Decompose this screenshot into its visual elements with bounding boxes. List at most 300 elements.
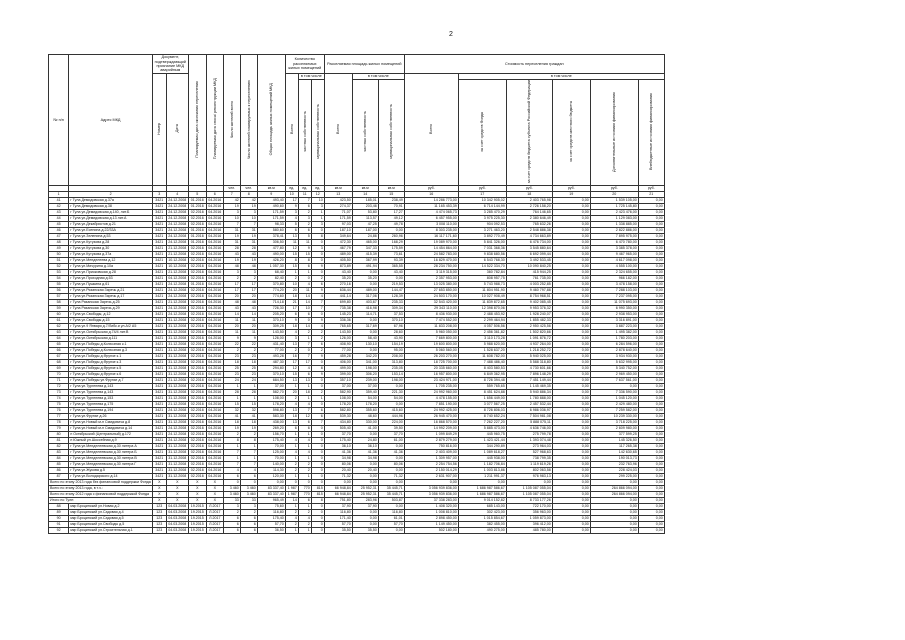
address-cell: г Тула ул.Демидовская д.13 лит.А [69, 215, 152, 221]
table-cell: 489,00 [352, 287, 378, 293]
table-cell: 18 725 700,00 [404, 359, 458, 365]
table-cell: 0,00 [552, 401, 590, 407]
table-cell: 5 988 620,00 [458, 341, 506, 347]
table-cell: 37,70 [378, 431, 404, 437]
column-number-cell: 16 [404, 191, 458, 197]
table-cell: 505,40 [324, 425, 352, 431]
table-cell: 14 992 209,00 [404, 425, 458, 431]
table-cell: 04.2016 [208, 473, 222, 478]
table-cell: 0,00 [638, 215, 664, 221]
table-cell: 01.2016 [188, 239, 206, 245]
table-cell: 41,00 [352, 425, 378, 431]
table-cell: 04.2016 [208, 209, 222, 214]
table-cell: 7 851 190,00 [404, 401, 458, 407]
table-cell: 57,70 [378, 521, 404, 527]
table-cell: 2 879 279,00 [404, 437, 458, 443]
table-cell: 18 [285, 413, 298, 419]
table-cell: 2 357 953,00 [404, 275, 458, 281]
table-cell: 0,00 [638, 431, 664, 437]
table-cell: 0,00 [378, 227, 404, 233]
table-cell: 0,00 [590, 383, 638, 389]
table-cell: 80,06 [324, 461, 352, 467]
header-residents-total: Число жителей всего [229, 100, 234, 138]
table-cell: 114,71 [352, 311, 378, 317]
table-cell: 3421 [152, 401, 166, 407]
table-cell: 11 165 453,39 [404, 203, 458, 209]
table-cell: 154,19 [378, 341, 404, 347]
table-cell: 3421 [152, 317, 166, 323]
table-cell: 19 600 800,00 [404, 341, 458, 347]
table-cell: 90 [49, 515, 69, 521]
table-cell: 0,00 [352, 281, 378, 287]
table-cell: 18 [240, 359, 257, 365]
table-cell: 13 [285, 233, 298, 239]
table-cell: 317,06 [352, 293, 378, 299]
table-cell: 2 [311, 275, 324, 281]
table-cell: 123 [152, 527, 166, 533]
table-cell: 2 403 409,00 [404, 449, 458, 455]
table-cell: 3421 [152, 239, 166, 245]
table-cell: 04.2016 [208, 257, 222, 262]
address-cell: г Тула Демидовская д.38 [69, 203, 152, 209]
table-cell: 04.2016 [208, 203, 222, 208]
table-cell: 0,00 [638, 419, 664, 425]
table-cell: 1 [223, 443, 240, 449]
table-cell: 5 [298, 233, 311, 239]
table-cell: 1 015 854,67 [458, 515, 506, 521]
table-cell: 17,27 [378, 209, 404, 215]
table-cell: 04.2016 [208, 251, 222, 256]
table-cell: 19 [223, 203, 240, 209]
table-cell: 11 075 693,00 [590, 299, 638, 305]
table-cell: 4 937 264,00 [506, 341, 552, 347]
table-cell: 3421 [152, 311, 166, 317]
table-cell: 31.12.2008 [168, 353, 187, 358]
table-cell: 04.2016 [208, 401, 222, 406]
table-cell: X [166, 491, 188, 497]
table-cell: 198,00 [378, 377, 404, 383]
table-cell: 83 337,40 [257, 491, 285, 497]
table-cell: 34,98 [352, 455, 378, 461]
table-cell: 1 059 873,00 [506, 515, 552, 521]
table-cell: 7 [223, 221, 240, 227]
table-cell: 444,96 [378, 413, 404, 419]
table-cell: 3421 [152, 203, 166, 209]
table-cell: 357,10 [324, 377, 352, 383]
table-cell: 0,00 [552, 227, 590, 233]
table-cell: 3421 [152, 383, 166, 389]
table-cell: 83 337,40 [257, 485, 285, 491]
table-cell: 0,00 [352, 479, 378, 485]
table-cell: 1 987 [285, 485, 298, 491]
table-cell: 01.2016 [188, 281, 206, 287]
table-cell: 6 990 350,00 [590, 305, 638, 311]
table-cell: 3 892 770,49 [458, 233, 506, 239]
table-cell: 04.2016 [208, 449, 222, 454]
table-cell: 4 [298, 449, 311, 455]
table-cell: 802 063,58 [506, 467, 552, 473]
table-cell: 35,20 [324, 275, 352, 281]
column-number-cell: 11 [298, 191, 311, 197]
table-cell: 24,80 [352, 437, 378, 443]
table-cell: 9 [311, 353, 324, 359]
table-cell: 0,00 [638, 443, 664, 449]
table-cell: 13 [285, 341, 298, 347]
table-cell: 22 [223, 341, 240, 347]
table-cell: 17 [285, 197, 298, 203]
table-cell: 04.2016 [208, 275, 222, 280]
table-cell: 9 [311, 263, 324, 269]
address-cell: г Тула ул.Тургенева д.175 [69, 401, 152, 407]
table-cell: 17 [223, 281, 240, 287]
header-cost-local: за счет средств местного бюджета [569, 101, 574, 163]
table-cell: 0,00 [552, 281, 590, 287]
table-cell: 11 [285, 239, 298, 245]
table-cell: 31.12.2008 [168, 323, 187, 328]
table-cell: 2 [298, 467, 311, 473]
table-cell: 7 237 095,00 [590, 293, 638, 299]
table-cell: 178,20 [352, 401, 378, 407]
table-cell: 2 380 646,49 [506, 215, 552, 221]
table-cell: 108,00 [324, 395, 352, 401]
table-cell: 75 [49, 401, 69, 407]
table-cell: 31.12.2008 [168, 359, 187, 364]
table-cell: 365,55 [378, 263, 404, 269]
table-cell: 0,00 [552, 317, 590, 323]
table-cell: 8 [311, 497, 324, 503]
table-cell: 306,50 [257, 239, 285, 245]
table-cell: 6 [240, 521, 257, 527]
table-cell: 02.2016 [188, 215, 206, 221]
table-cell: 9 [285, 203, 298, 209]
table-cell: 0,00 [638, 413, 664, 419]
address-cell: г Тула ул.Кутузова д.30 [69, 245, 152, 251]
table-cell: 441,14 [324, 293, 352, 299]
table-cell: 9 467 965,00 [590, 251, 638, 257]
table-cell: 69 [49, 365, 69, 371]
table-cell: 0 [311, 257, 324, 263]
table-cell: 0,00 [352, 269, 378, 275]
table-cell: 0,00 [638, 353, 664, 359]
table-cell: 81 [49, 437, 69, 443]
table-cell: 224,00 [378, 419, 404, 425]
table-cell: 976 983,13 [506, 473, 552, 479]
table-cell: 04.2016 [208, 287, 222, 292]
table-cell: 0,00 [638, 377, 664, 383]
table-cell: 11 833 208,00 [404, 323, 458, 329]
table-cell: 02.2016 [188, 209, 206, 215]
table-cell: 04.2016 [208, 413, 222, 418]
table-cell: 24 [240, 377, 257, 383]
table-cell: 57,70 [324, 521, 352, 527]
table-cell: 41,36 [378, 449, 404, 455]
table-cell: 349,64 [324, 233, 352, 239]
table-cell: 4 [298, 437, 311, 443]
table-cell: 4 734 663,89 [506, 233, 552, 239]
table-cell: 738 799,35 [506, 455, 552, 461]
table-cell: 0,00 [552, 419, 590, 425]
table-cell: 0,00 [638, 461, 664, 467]
table-cell: 3421 [152, 221, 166, 227]
table-cell: 7 336 590,00 [590, 389, 638, 395]
address-cell: г Тула ул.Кутузова д.28 [69, 239, 152, 245]
table-cell: 24.12.2008 [168, 227, 187, 232]
table-cell: 116,80 [378, 509, 404, 515]
table-cell: 0,00 [638, 455, 664, 461]
table-cell: 0,00 [638, 263, 664, 269]
table-cell: 114,30 [257, 467, 285, 473]
table-cell: 02.2016 [188, 365, 206, 371]
table-cell: 0,00 [638, 221, 664, 227]
table-cell: X [188, 485, 206, 491]
table-cell: 0,00 [638, 341, 664, 347]
table-cell: 9 402 085,45 [506, 299, 552, 305]
table-cell: 17 [240, 287, 257, 293]
table-cell: 04.03.2008 [168, 509, 187, 514]
table-cell: 1 [298, 335, 311, 341]
address-cell: мкр Броцинский ул.Садовая д.5 [69, 515, 152, 521]
table-cell: 31.12.2008 [168, 443, 187, 448]
table-cell: 5 888 075,11 [506, 419, 552, 425]
table-cell: 7 262 227,20 [458, 419, 506, 425]
table-cell: 7 031 368,36 [458, 245, 506, 251]
table-cell: 2 [223, 431, 240, 437]
table-cell: 02.2016 [188, 437, 206, 443]
table-cell: 238,49 [378, 197, 404, 203]
table-cell: 3 [285, 335, 298, 341]
table-cell: X [206, 491, 223, 497]
table-cell: 04.2016 [208, 281, 222, 286]
table-cell: 1 408 320,00 [404, 503, 458, 509]
table-cell: 0,00 [352, 521, 378, 527]
table-cell: 8 436 930,00 [404, 311, 458, 317]
table-cell: 66 948,84 [324, 491, 352, 497]
table-cell: 1 987 [285, 491, 298, 497]
table-cell: 4 636 746,00 [506, 425, 552, 431]
table-cell: 20 [285, 287, 298, 293]
header-planned-demolition: Планируемая дата сноса/ реконструкции МКД [212, 78, 217, 160]
table-cell: 01.2016 [188, 203, 206, 209]
table-cell: 04.2016 [208, 443, 222, 448]
table-cell: 1 [285, 431, 298, 437]
table-cell: 6 [298, 311, 311, 317]
table-cell: 582,90 [324, 389, 352, 395]
table-cell: 93,39 [378, 257, 404, 263]
column-number-cell: 17 [458, 191, 506, 197]
table-cell: 0,00 [552, 299, 590, 305]
table-cell: 04.2016 [208, 305, 222, 310]
table-cell: 37,70 [324, 431, 352, 437]
table-cell: 765 632,26 [506, 221, 552, 227]
table-cell: 185,01 [352, 197, 378, 203]
column-number-cell: 5 [188, 191, 206, 197]
table-cell: 18 [240, 419, 257, 425]
table-cell: 2 [240, 431, 257, 437]
table-cell: 65 [49, 341, 69, 347]
table-cell: 3421 [152, 467, 166, 473]
table-cell: 73 [49, 389, 69, 395]
unit-cell: руб. [552, 185, 590, 191]
table-cell: 70,00 [257, 455, 285, 461]
table-cell: 175,40 [257, 515, 285, 521]
table-cell: 8 [285, 257, 298, 263]
table-cell: 0,00 [552, 215, 590, 221]
table-cell: 4 [285, 515, 298, 521]
table-cell: 48 [240, 299, 257, 305]
table-cell: 0,00 [638, 329, 664, 335]
table-cell: 6 543 768,30 [458, 257, 506, 263]
table-cell: 684,50 [257, 377, 285, 383]
table-cell: 7 488 486,40 [458, 359, 506, 365]
table-cell: 0,00 [352, 515, 378, 521]
table-cell: X [152, 491, 166, 497]
subtotal-label: Всего по этапу 2012 года с финансовой поддержкой Фонда [49, 491, 153, 497]
table-cell: 8 733 177,26 [506, 497, 552, 503]
table-cell: 13 025 380,00 [404, 281, 458, 287]
table-cell: 36,10 [324, 443, 352, 449]
table-cell: 1 [240, 395, 257, 401]
table-cell: 0,00 [552, 449, 590, 455]
address-cell: г Тула ул.Победы д.Фрунзе к.1 [69, 353, 152, 359]
table-cell: 53 [49, 269, 69, 275]
table-cell: 10 [240, 215, 257, 221]
table-cell: 0 [311, 425, 324, 431]
table-cell: 3421 [152, 293, 166, 299]
table-cell: 0 [311, 269, 324, 275]
table-cell: 02.2016 [188, 323, 206, 329]
table-cell: 431,40 [257, 341, 285, 347]
table-cell: 0,00 [638, 407, 664, 413]
table-cell: 7 [311, 299, 324, 305]
table-cell: 0 [311, 227, 324, 233]
table-cell: 10.12.2008 [168, 257, 187, 262]
table-cell: 0,00 [552, 197, 590, 203]
table-cell: 477,80 [257, 245, 285, 251]
table-cell: 8 [240, 437, 257, 443]
table-cell: 16 [285, 353, 298, 359]
table-cell: 43 [240, 251, 257, 257]
unit-cell: руб. [590, 185, 638, 191]
table-cell: 7 [240, 461, 257, 467]
table-cell: 0,00 [552, 359, 590, 365]
table-cell: 426,20 [257, 257, 285, 263]
table-cell: 2 429 480,00 [590, 401, 638, 407]
table-cell: 49 [49, 245, 69, 251]
table-cell: 0 [311, 443, 324, 449]
header-cost-region: за счет средств бюджета субъекта Российской Федерации [527, 80, 532, 184]
table-cell: 120,00 [257, 473, 285, 479]
header-count-in-that: в том числе [298, 74, 324, 80]
header-doc-date: Дата [175, 124, 180, 133]
table-cell: 171,59 [257, 215, 285, 221]
table-cell: 6 470 780,00 [590, 239, 638, 245]
table-cell: 32 [223, 407, 240, 413]
table-cell: 80 [49, 431, 69, 437]
address-cell: г Тула ул.Рязанская Заречь д.21 [69, 287, 152, 293]
table-cell: 2 631 907,00 [404, 473, 458, 479]
table-cell: 2 [285, 467, 298, 473]
table-cell: 0,00 [552, 263, 590, 269]
table-cell: 1 003 813,86 [458, 467, 506, 473]
table-cell: 6 [298, 263, 311, 269]
table-cell: 31.12.2008 [168, 395, 187, 400]
table-cell: 1 211 991,37 [458, 473, 506, 479]
table-cell: 2 [311, 335, 324, 341]
table-cell: 04.2016 [208, 263, 222, 268]
table-cell: 31.12.2008 [168, 347, 187, 352]
address-cell: мкр Броцинский ул.Строительная д.1 [69, 527, 152, 533]
table-cell: 342,20 [352, 353, 378, 359]
table-cell: 493,40 [257, 197, 285, 203]
unit-cell: руб. [638, 185, 664, 191]
table-cell: 403,67 [352, 299, 378, 305]
table-cell: 14 [223, 311, 240, 317]
address-cell: г Тула ул.Фрунзе д.26 [69, 413, 152, 419]
table-cell: 3421 [152, 323, 166, 329]
table-cell: 0,00 [638, 251, 664, 257]
table-cell: 7 451 149,44 [506, 377, 552, 383]
table-cell: 1 686 987 586,67 [458, 491, 506, 497]
table-cell: 0,00 [352, 509, 378, 515]
table-cell: 3421 [152, 251, 166, 257]
table-cell: 72 [49, 383, 69, 389]
table-cell: 2 822 886,00 [590, 227, 638, 233]
table-cell: 580,60 [257, 227, 285, 233]
table-cell: 1 129 083,00 [590, 215, 638, 221]
table-cell: 04.2016 [208, 347, 222, 352]
table-cell: 3421 [152, 263, 166, 269]
table-cell: 770 [298, 491, 311, 497]
table-cell: 6 714 144,99 [458, 203, 506, 209]
table-cell: 59 [49, 305, 69, 311]
table-cell: 264 866 094,00 [590, 491, 638, 497]
table-cell: 7 288 103,00 [590, 287, 638, 293]
table-cell: 24 [223, 377, 240, 383]
header-residents-planned: Число жителей планируемых к переселению [246, 79, 251, 159]
table-cell: 3421 [152, 455, 166, 461]
table-cell: 77,00 [324, 347, 352, 353]
table-cell: 61 [49, 317, 69, 323]
table-cell: 815 [311, 491, 324, 497]
table-cell: 04.2016 [208, 323, 222, 328]
table-cell: 1 [285, 527, 298, 533]
table-cell: 0,00 [552, 503, 590, 509]
table-cell: 32 543 420,00 [404, 299, 458, 305]
table-cell: 1 105 087 055,04 [506, 485, 552, 491]
table-cell: 0,00 [590, 515, 638, 521]
table-cell: 3 [240, 209, 257, 215]
header-count-total: Всего [289, 123, 294, 134]
table-cell: 3421 [152, 437, 166, 443]
table-cell: 97,03 [324, 221, 352, 227]
table-cell: 190 013,73 [590, 455, 638, 461]
table-cell: 6 [240, 473, 257, 479]
table-cell: 54,00 [378, 395, 404, 401]
table-cell: 6 [298, 497, 311, 503]
table-cell: 3421 [152, 275, 166, 281]
table-cell: 965,49 [257, 497, 285, 503]
table-cell: 6 [311, 413, 324, 419]
table-cell: 4 057 506,56 [458, 323, 506, 329]
table-cell: 2 456 361,82 [458, 329, 506, 335]
table-cell: 0 [311, 437, 324, 443]
table-cell: 0,00 [638, 521, 664, 527]
table-cell: 499,00 [324, 365, 352, 371]
address-cell: г Тула ул.Тургенева д.194 [69, 407, 152, 413]
table-cell: 2 [285, 395, 298, 401]
table-cell: 04.2016 [208, 311, 222, 316]
table-cell: 8 740 652,24 [458, 413, 506, 419]
